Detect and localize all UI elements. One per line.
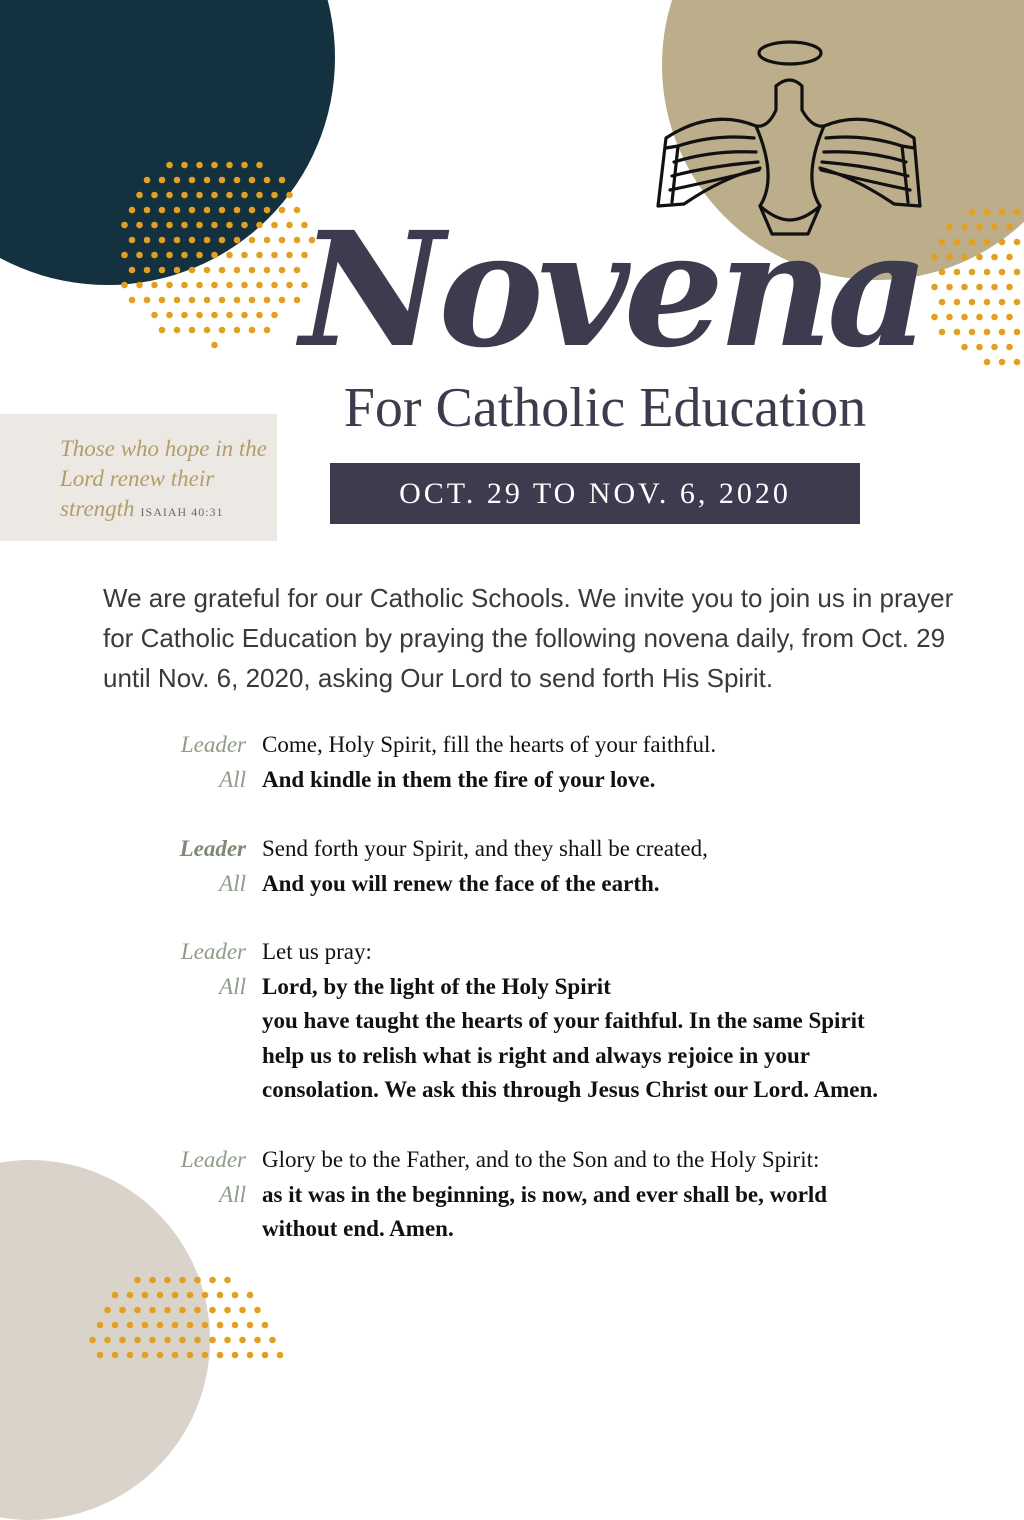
decorative-dot — [271, 282, 278, 289]
decorative-dot — [136, 252, 143, 259]
decorative-dot — [1014, 239, 1021, 246]
decorative-dot — [234, 207, 241, 214]
leader-text: Glory be to the Father, and to the Son and to the Holy Spirit: — [262, 1147, 820, 1172]
decorative-dot — [196, 252, 203, 259]
all-line-continued — [160, 1212, 940, 1247]
decorative-dot — [196, 282, 203, 289]
decorative-dot — [939, 299, 946, 306]
decorative-dot — [217, 1292, 224, 1299]
decorative-dot — [121, 252, 128, 259]
decorative-dot — [149, 1337, 156, 1344]
decorative-dot — [142, 1322, 149, 1329]
decorative-dot — [134, 1337, 141, 1344]
decorative-dot — [271, 192, 278, 199]
decorative-dot — [189, 297, 196, 304]
decorative-dot — [241, 222, 248, 229]
quote-text: Those who hope in the Lord renew their strength — [60, 436, 267, 521]
decorative-dot — [181, 222, 188, 229]
decorative-dot — [219, 207, 226, 214]
all-role-label: All — [219, 1181, 246, 1207]
decorative-dot — [249, 207, 256, 214]
all-text: And you will renew the face of the earth. — [262, 870, 660, 896]
decorative-dot — [976, 344, 983, 351]
leader-text: Send forth your Spirit, and they shall be created, — [262, 836, 708, 861]
decorative-dot — [931, 314, 938, 321]
decorative-dot — [991, 344, 998, 351]
decorative-dot — [999, 329, 1006, 336]
decorative-dot — [1006, 314, 1013, 321]
decorative-dot — [984, 299, 991, 306]
decorative-dot — [112, 1322, 119, 1329]
decorative-dot — [991, 254, 998, 261]
decorative-dot — [226, 162, 233, 169]
decorative-dot — [217, 1352, 224, 1359]
decorative-dot — [234, 327, 241, 334]
decorative-dot — [151, 252, 158, 259]
decorative-dot — [151, 282, 158, 289]
decorative-dot — [149, 1277, 156, 1284]
decorative-dot — [279, 267, 286, 274]
decorative-dot — [211, 342, 218, 349]
decorative-dot — [119, 1337, 126, 1344]
leader-text: Come, Holy Spirit, fill the hearts of your faithful. — [262, 732, 717, 757]
decorative-dot — [939, 269, 946, 276]
decorative-dot — [234, 267, 241, 274]
decorative-dot — [194, 1307, 201, 1314]
decorative-dot — [174, 177, 181, 184]
decorative-dot — [241, 312, 248, 319]
all-text: Lord, by the light of the Holy Spirit — [262, 973, 611, 999]
decorative-dot — [119, 1307, 126, 1314]
decorative-dot — [984, 269, 991, 276]
decorative-dot — [286, 192, 293, 199]
decorative-dot — [187, 1322, 194, 1329]
decorative-dot — [166, 222, 173, 229]
decorative-dot — [249, 177, 256, 184]
decorative-dot — [999, 239, 1006, 246]
decorative-dot — [112, 1352, 119, 1359]
decorative-dot — [241, 192, 248, 199]
decorative-dot — [189, 267, 196, 274]
decorative-dot — [164, 1277, 171, 1284]
decorative-dot — [271, 252, 278, 259]
decorative-dot — [157, 1292, 164, 1299]
decorative-dot — [89, 1337, 96, 1344]
decorative-dot — [969, 209, 976, 216]
decorative-dot — [241, 252, 248, 259]
all-line-continued — [160, 1039, 940, 1074]
decorative-dot — [121, 282, 128, 289]
decorative-dot — [271, 222, 278, 229]
decorative-dot — [196, 312, 203, 319]
decorative-dot — [254, 1307, 261, 1314]
all-text: help us to relish what is right and always rejoice in your — [262, 1042, 810, 1068]
decorative-dot — [211, 162, 218, 169]
decorative-dot — [211, 192, 218, 199]
all-line-continued — [160, 1004, 940, 1039]
decorative-dot — [159, 237, 166, 244]
decorative-dot — [226, 192, 233, 199]
decorative-dot — [277, 1352, 284, 1359]
decorative-dot — [196, 162, 203, 169]
decorative-dot — [144, 177, 151, 184]
decorative-dot — [984, 329, 991, 336]
decorative-dot — [939, 329, 946, 336]
decorative-dot — [136, 222, 143, 229]
all-role-label: All — [219, 870, 246, 896]
decorative-dot — [961, 344, 968, 351]
decorative-dot — [179, 1277, 186, 1284]
decorative-dot — [954, 299, 961, 306]
decorative-dot — [204, 267, 211, 274]
decorative-dot — [991, 224, 998, 231]
decorative-dot — [209, 1337, 216, 1344]
all-line — [160, 970, 940, 1005]
all-text: consolation. We ask this through Jesus Christ our Lord. Amen. — [262, 1077, 879, 1102]
decorative-dot — [264, 297, 271, 304]
decorative-dot — [1006, 284, 1013, 291]
decorative-dot — [1014, 269, 1021, 276]
decorative-dot — [961, 254, 968, 261]
decorative-dot — [984, 209, 991, 216]
decorative-dot — [149, 1307, 156, 1314]
decorative-dot — [1014, 209, 1021, 216]
decorative-dot — [991, 284, 998, 291]
decorative-dot — [174, 327, 181, 334]
decorative-dot — [991, 314, 998, 321]
decorative-dot — [969, 239, 976, 246]
decorative-dot — [209, 1307, 216, 1314]
leader-role-label: Leader — [179, 836, 246, 861]
decorative-dot — [256, 222, 263, 229]
decorative-dot — [179, 1307, 186, 1314]
decorative-dot — [234, 297, 241, 304]
decorative-dot — [196, 222, 203, 229]
decorative-dot — [279, 177, 286, 184]
decorative-dot — [939, 239, 946, 246]
decorative-dot — [234, 177, 241, 184]
decorative-dot — [249, 237, 256, 244]
decorative-dot — [151, 312, 158, 319]
decorative-dot — [999, 269, 1006, 276]
decorative-dot — [129, 297, 136, 304]
decorative-dot — [224, 1337, 231, 1344]
decorative-dot — [157, 1322, 164, 1329]
decorative-dot — [969, 299, 976, 306]
decorative-dot — [181, 162, 188, 169]
all-text: as it was in the beginning, is now, and ever shall be, world — [262, 1181, 828, 1207]
decorative-dot — [219, 327, 226, 334]
prayer-stanza — [160, 1143, 940, 1247]
decorative-dot — [269, 1337, 276, 1344]
prayer-stanza — [160, 935, 940, 1108]
decorative-dot — [264, 267, 271, 274]
decorative-dot — [976, 314, 983, 321]
dot-cluster-bottom-left — [0, 0, 1, 1]
leader-role-label: Leader — [180, 939, 246, 964]
decorative-dot — [256, 312, 263, 319]
decorative-dot — [1006, 254, 1013, 261]
decorative-dot — [219, 237, 226, 244]
decorative-dot — [232, 1352, 239, 1359]
decorative-dot — [286, 282, 293, 289]
decorative-dot — [174, 207, 181, 214]
decorative-dot — [204, 297, 211, 304]
all-line-continued — [160, 1073, 940, 1108]
decorative-dot — [954, 329, 961, 336]
decorative-dot — [262, 1352, 269, 1359]
decorative-dot — [279, 207, 286, 214]
decorative-dot — [179, 1337, 186, 1344]
decorative-dot — [946, 254, 953, 261]
decorative-dot — [226, 312, 233, 319]
decorative-dot — [247, 1352, 254, 1359]
decorative-dot — [219, 267, 226, 274]
decorative-dot — [159, 327, 166, 334]
decorative-dot — [969, 329, 976, 336]
all-text: without end. Amen. — [262, 1216, 454, 1241]
all-line — [160, 867, 940, 902]
decorative-dot — [931, 254, 938, 261]
decorative-dot — [999, 299, 1006, 306]
decorative-dot — [121, 222, 128, 229]
decorative-dot — [239, 1307, 246, 1314]
decorative-dot — [187, 1292, 194, 1299]
decorative-dot — [194, 1337, 201, 1344]
decorative-dot — [232, 1322, 239, 1329]
decorative-dot — [204, 237, 211, 244]
all-text: And kindle in them the fire of your love. — [262, 766, 656, 792]
decorative-dot — [211, 222, 218, 229]
decorative-dot — [249, 267, 256, 274]
decorative-dot — [104, 1307, 111, 1314]
decorative-dot — [166, 192, 173, 199]
decorative-dot — [211, 282, 218, 289]
decorative-dot — [166, 162, 173, 169]
decorative-dot — [226, 252, 233, 259]
decorative-dot — [984, 359, 991, 366]
decorative-dot — [202, 1292, 209, 1299]
decorative-dot — [954, 239, 961, 246]
decorative-dot — [249, 297, 256, 304]
decorative-dot — [1006, 224, 1013, 231]
decorative-dot — [164, 1337, 171, 1344]
decorative-dot — [279, 297, 286, 304]
decorative-dot — [189, 207, 196, 214]
decorative-dot — [984, 239, 991, 246]
decorative-dot — [209, 1277, 216, 1284]
decorative-dot — [144, 237, 151, 244]
decorative-dot — [164, 1307, 171, 1314]
decorative-dot — [271, 312, 278, 319]
all-text: you have taught the hearts of your faithful. In the same Spirit — [262, 1008, 865, 1033]
leader-role-label: Leader — [180, 1147, 246, 1172]
decorative-dot — [224, 1277, 231, 1284]
decorative-dot — [159, 297, 166, 304]
decorative-dot — [249, 327, 256, 334]
leader-line — [160, 935, 940, 970]
decorative-dot — [217, 1322, 224, 1329]
decorative-dot — [166, 312, 173, 319]
decorative-dot — [127, 1292, 134, 1299]
decorative-dot — [232, 1292, 239, 1299]
decorative-dot — [256, 162, 263, 169]
decorative-dot — [194, 1277, 201, 1284]
decorative-dot — [174, 267, 181, 274]
decorative-dot — [112, 1292, 119, 1299]
decorative-dot — [999, 209, 1006, 216]
decorative-dot — [174, 297, 181, 304]
prayer-stanza — [160, 832, 940, 901]
leader-line — [160, 832, 940, 867]
decorative-dot — [264, 177, 271, 184]
decorative-dot — [262, 1322, 269, 1329]
decorative-dot — [1014, 359, 1021, 366]
decorative-dot — [144, 297, 151, 304]
decorative-dot — [264, 237, 271, 244]
date-range-banner — [330, 463, 860, 524]
intro-paragraph: We are grateful for our Catholic Schools. We invite you to join us in prayer for Catholic Education by praying the following novena daily, from Oct. 29 until Nov. 6, 2020, asking Our Lord to send forth His Spirit. — [103, 583, 954, 693]
decorative-dot — [142, 1292, 149, 1299]
decorative-dot — [976, 254, 983, 261]
decorative-dot — [181, 312, 188, 319]
decorative-dot — [969, 269, 976, 276]
decorative-dot — [202, 1352, 209, 1359]
decorative-dot — [946, 314, 953, 321]
decorative-dot — [181, 282, 188, 289]
all-role-label: All — [219, 766, 246, 792]
decorative-dot — [286, 252, 293, 259]
decorative-dot — [144, 267, 151, 274]
navy-circle-decoration — [0, 0, 335, 285]
decorative-dot — [241, 162, 248, 169]
decorative-dot — [211, 312, 218, 319]
quote-reference: ISAIAH 40:31 — [140, 505, 224, 519]
decorative-dot — [224, 1307, 231, 1314]
decorative-dot — [256, 252, 263, 259]
decorative-dot — [279, 237, 286, 244]
decorative-dot — [204, 207, 211, 214]
decorative-dot — [219, 297, 226, 304]
decorative-dot — [204, 327, 211, 334]
decorative-dot — [961, 284, 968, 291]
decorative-dot — [129, 267, 136, 274]
decorative-dot — [142, 1352, 149, 1359]
decorative-dot — [247, 1292, 254, 1299]
all-line — [160, 763, 940, 798]
decorative-dot — [134, 1277, 141, 1284]
all-role-label: All — [219, 973, 246, 999]
decorative-dot — [181, 252, 188, 259]
leader-line — [160, 1143, 940, 1178]
decorative-dot — [1006, 344, 1013, 351]
decorative-dot — [196, 192, 203, 199]
decorative-dot — [954, 269, 961, 276]
decorative-dot — [202, 1322, 209, 1329]
decorative-dot — [264, 327, 271, 334]
decorative-dot — [946, 224, 953, 231]
decorative-dot — [157, 1352, 164, 1359]
all-line — [160, 1178, 940, 1213]
decorative-dot — [264, 207, 271, 214]
decorative-dot — [181, 192, 188, 199]
scripture-quote — [60, 434, 275, 527]
decorative-dot — [204, 177, 211, 184]
decorative-dot — [219, 177, 226, 184]
decorative-dot — [234, 237, 241, 244]
decorative-dot — [151, 222, 158, 229]
decorative-dot — [961, 314, 968, 321]
decorative-dot — [226, 282, 233, 289]
decorative-dot — [189, 177, 196, 184]
decorative-dot — [136, 192, 143, 199]
decorative-dot — [256, 192, 263, 199]
decorative-dot — [129, 237, 136, 244]
leader-line — [160, 728, 940, 763]
leader-role-label: Leader — [180, 732, 246, 757]
decorative-dot — [931, 284, 938, 291]
date-range-text: OCT. 29 TO NOV. 6, 2020 — [399, 476, 791, 510]
decorative-dot — [976, 284, 983, 291]
decorative-dot — [172, 1322, 179, 1329]
decorative-dot — [189, 327, 196, 334]
decorative-dot — [159, 177, 166, 184]
decorative-dot — [174, 237, 181, 244]
decorative-dot — [104, 1337, 111, 1344]
decorative-dot — [254, 1337, 261, 1344]
prayer-stanza — [160, 728, 940, 797]
decorative-dot — [187, 1352, 194, 1359]
decorative-dot — [239, 1337, 246, 1344]
decorative-dot — [976, 224, 983, 231]
decorative-dot — [129, 207, 136, 214]
decorative-dot — [97, 1352, 104, 1359]
decorative-dot — [172, 1352, 179, 1359]
leader-text: Let us pray: — [262, 939, 372, 964]
decorative-dot — [127, 1352, 134, 1359]
decorative-dot — [247, 1322, 254, 1329]
decorative-dot — [999, 359, 1006, 366]
decorative-dot — [189, 237, 196, 244]
decorative-dot — [159, 207, 166, 214]
halo-icon — [759, 42, 821, 64]
decorative-dot — [134, 1307, 141, 1314]
decorative-dot — [97, 1322, 104, 1329]
decorative-dot — [144, 207, 151, 214]
decorative-dot — [241, 282, 248, 289]
decorative-dot — [286, 222, 293, 229]
decorative-dot — [211, 252, 218, 259]
page-subtitle: For Catholic Education — [343, 377, 867, 439]
decorative-dot — [166, 252, 173, 259]
decorative-dot — [166, 282, 173, 289]
decorative-dot — [159, 267, 166, 274]
page-title: Novena — [300, 198, 924, 383]
decorative-dot — [226, 222, 233, 229]
decorative-dot — [172, 1292, 179, 1299]
decorative-dot — [961, 224, 968, 231]
decorative-dot — [136, 282, 143, 289]
decorative-dot — [151, 192, 158, 199]
decorative-dot — [1014, 329, 1021, 336]
decorative-dot — [127, 1322, 134, 1329]
decorative-dot — [1014, 299, 1021, 306]
decorative-dot — [256, 282, 263, 289]
decorative-dot — [946, 284, 953, 291]
